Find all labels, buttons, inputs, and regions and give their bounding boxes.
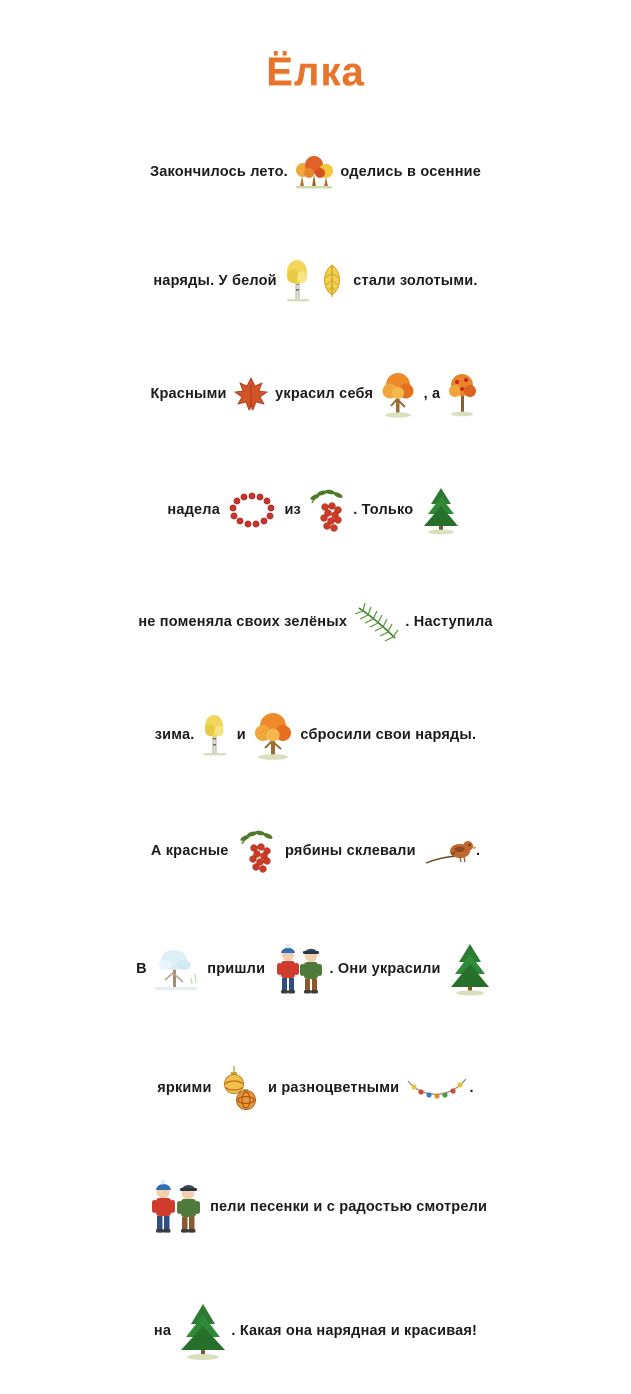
line-text: . Только [353, 502, 418, 518]
story-line [56, 676, 576, 794]
line-text: яркими [157, 1080, 216, 1096]
line-text: оделись в осенние [336, 164, 482, 180]
line-text: зима. [154, 727, 199, 743]
beads-necklace-icon [224, 458, 280, 562]
story-line [56, 118, 576, 226]
birch-tree-icon [281, 226, 315, 336]
story-line [56, 908, 576, 1030]
line-text: . [475, 843, 481, 859]
line-text: и [232, 727, 251, 743]
line-text: Красными [150, 386, 231, 402]
red-maple-leaf-icon [231, 342, 271, 446]
line-text: украсил себя [270, 386, 378, 402]
garland-icon [404, 1039, 470, 1137]
line-text: надела [167, 502, 225, 518]
orange-tree-icon [250, 676, 296, 794]
children-pair-icon [144, 1146, 206, 1268]
children-pair-icon [269, 910, 329, 1028]
story-line [56, 794, 576, 908]
story-line [56, 336, 576, 452]
line-text: и разноцветными [263, 1080, 404, 1096]
line-text: А красные [150, 843, 233, 859]
line-text: В [136, 961, 152, 977]
line-text: рябины склевали [280, 843, 420, 859]
spruce-tree-icon [445, 908, 495, 1030]
line-text: пели песенки и с радостью смотрели [205, 1199, 488, 1215]
line-text: из [280, 502, 306, 518]
spruce-tree-icon [175, 1268, 231, 1394]
story-line [56, 568, 576, 676]
line-text: пришли [203, 961, 270, 977]
orange-tree-icon [377, 336, 419, 452]
story-line [56, 452, 576, 568]
story-line [56, 1030, 576, 1146]
story-body [56, 118, 576, 1394]
line-text: . Они украсили [329, 961, 445, 977]
line-text: . Наступила [405, 614, 493, 630]
story-line [56, 1146, 576, 1268]
maple-tree-autumn-icon [292, 118, 336, 226]
birch-tree-icon [199, 680, 233, 790]
line-text: стали золотыми. [349, 273, 478, 289]
story-line [56, 226, 576, 336]
bird-icon [420, 797, 476, 905]
line-text: на [153, 1323, 176, 1339]
rowan-berries-icon [233, 794, 281, 908]
story-line [56, 1268, 576, 1394]
pine-needles-icon [351, 568, 405, 676]
line-text: , а [419, 386, 445, 402]
christmas-balls-icon [216, 1030, 264, 1146]
page-title: Ёлка [266, 50, 365, 94]
line-text: . [469, 1080, 474, 1096]
line-text: наряды. У белой [153, 273, 282, 289]
line-text: сбросили свои наряды. [296, 727, 477, 743]
winter-tree-icon [151, 912, 203, 1026]
line-text: не поменяла своих зелёных [138, 614, 352, 630]
rowan-berries-icon [305, 453, 353, 567]
line-text: Закончилось лето. [149, 164, 293, 180]
yellow-leaf-icon [315, 227, 349, 335]
line-text: . Какая она нарядная и красивая! [231, 1323, 478, 1339]
spruce-tree-icon [418, 452, 464, 568]
rowan-tree-icon [445, 337, 481, 451]
